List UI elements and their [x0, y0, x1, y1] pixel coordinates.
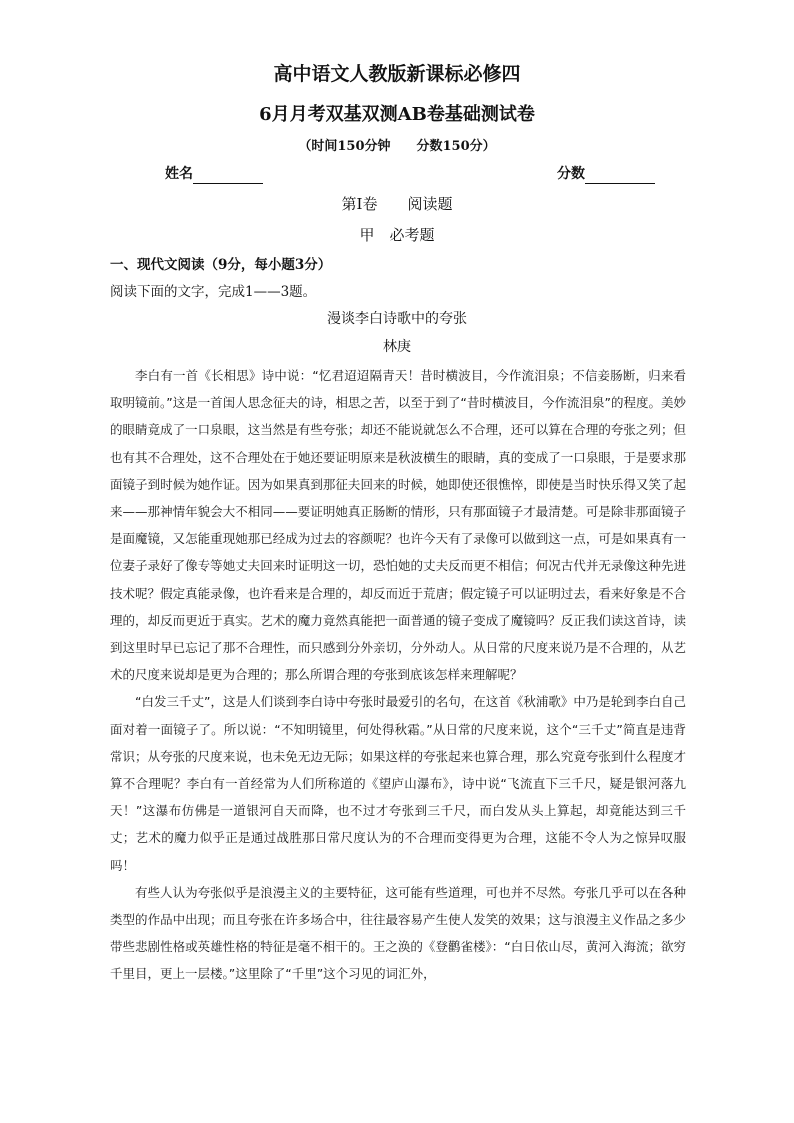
part-heading: 第Ⅰ卷 阅读题	[341, 195, 453, 213]
name-blank[interactable]	[193, 167, 263, 184]
paragraph: 李白有一首《长相思》诗中说：“忆君迢迢隔青天！昔时横波目，今作流泪泉；不信妾肠断，归来看取明镜前。”这是一首闺人思念征夫的诗，相思之苦，以至于到了“昔时横波目，今作流泪泉”的程度。美妙的眼睛竟成了一口泉眼，这当然是有些夸张；却还不能说就怎么不合理，还可以算在合理的夸张之列；但也有其不合理处，这不合理处在于她还要证明原来是秋波横生的眼睛，真的变成了一口泉眼，于是要求那面镜子到时候为她作证。因为如果真到那征夫回来的时候，她即使还很憔悴，即使是当时快乐得又笑了起来——那神情年貌会大不相同——要证明她真正肠断的情形，只有那面镜子才最清楚。可是除非那面镜子是面魔镜，又怎能重现她那已经成为过去的容颜呢？也许今天有了录像可以做到这一点，可是如果真有一位妻子录好了像专等她丈夫回来时证明这一切，恐怕她的丈夫反而更不相信；何况古代并无录像这种先进技术呢？假定真能录像，也许看来是合理的，却反而近于荒唐；假定镜子可以证明过去，看来好象是不合理的，却反而更近于真实。艺术的魔力竟然真能把一面普通的镜子变成了魔镜吗？反正我们读这首诗，读到这里时早已忘记了那不合理性，而只感到分外亲切，分外动人。从日常的尺度来说乃是不合理的，从艺术的尺度来说却是更为合理的；那么所谓合理的夸张到底该怎样来理解呢？	[110, 368, 686, 683]
question-heading: 一、现代文阅读（9分，每小题3分）	[110, 257, 332, 273]
paragraph: “白发三千丈”，这是人们谈到李白诗中夸张时最爱引的名句，在这首《秋浦歌》中乃是轮到李白自己面对着一面镜子了。所以说：“不知明镜里，何处得秋霜。”从日常的尺度来说，这个“三千丈”简直是违背常识；从夸张的尺度来说，也未免无边无际；如果这样的夸张起来也算合理，那么究竟夸张到什么程度才算不合理呢？李白有一首经常为人们所称道的《望庐山瀑布》，诗中说“飞流直下三千尺，疑是银河落九天！”这瀑布仿佛是一道银河自天而降，也不过才夸张到三千尺，而白发从头上算起，却竟能达到三千丈；艺术的魔力似乎正是通过战胜那日常尺度认为的不合理而变得更为合理，这能不令人为之惊异叹服吗！	[110, 694, 686, 873]
exam-title: 高中语文人教版新课标必修四	[273, 63, 521, 85]
time-score-info: （时间150分钟 分数150分）	[298, 139, 496, 154]
article-title: 漫谈李白诗歌中的夸张	[327, 311, 467, 327]
exam-subtitle: 6月月考双基双测AB卷基础测试卷	[259, 104, 535, 125]
score-field	[557, 164, 655, 184]
score-blank[interactable]	[585, 167, 655, 184]
score-label: 分数	[557, 166, 585, 182]
name-field	[165, 164, 263, 184]
article-body	[110, 362, 686, 988]
question-instruction: 阅读下面的文字，完成1——3题。	[110, 284, 317, 300]
article-author: 林庚	[383, 339, 411, 355]
name-label: 姓名	[165, 166, 193, 182]
paragraph: 有些人认为夸张似乎是浪漫主义的主要特征，这可能有些道理，可也并不尽然。夸张几乎可以在各种类型的作品中出现；而且夸张在许多场合中，往往最容易产生使人发笑的效果；这与浪漫主义作品之多少带些悲剧性格或英雄性格的特征是毫不相干的。王之涣的《登鹳雀楼》：“白日依山尽，黄河入海流；欲穷千里目，更上一层楼。”这里除了“千里”这个习见的词汇外，	[110, 884, 686, 982]
sub-heading: 甲 必考题	[359, 226, 435, 244]
